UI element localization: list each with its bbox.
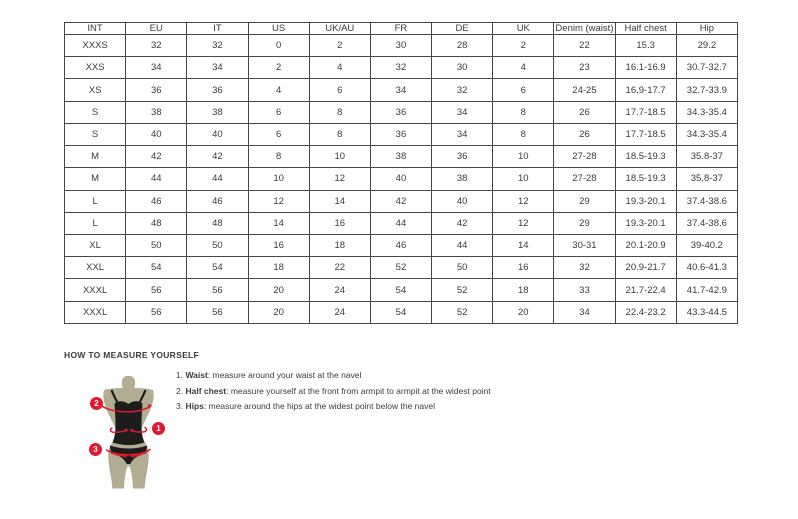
table-cell: 22: [554, 35, 615, 57]
table-cell: S: [65, 101, 126, 123]
table-cell: L: [65, 190, 126, 212]
marker-badge-hips: 3: [89, 443, 102, 456]
table-cell: 6: [493, 79, 554, 101]
table-cell: 42: [187, 146, 248, 168]
table-row: [65, 101, 738, 123]
table-cell: 34: [432, 101, 493, 123]
table-row: [65, 79, 738, 101]
table-cell: 8: [309, 123, 370, 145]
table-cell: 10: [248, 168, 309, 190]
table-cell: 17.7-18.5: [615, 123, 676, 145]
table-cell: 41.7-42.9: [676, 279, 737, 301]
table-cell: 37.4-38.6: [676, 190, 737, 212]
table-cell: 8: [493, 123, 554, 145]
table-cell: 16.9-17.7: [615, 79, 676, 101]
table-row: [65, 168, 738, 190]
table-cell: 34.3-35.4: [676, 123, 737, 145]
table-cell: XXXS: [65, 35, 126, 57]
table-row: [65, 257, 738, 279]
table-cell: 22.4-23.2: [615, 301, 676, 323]
table-cell: 38: [370, 146, 431, 168]
table-cell: 56: [187, 301, 248, 323]
table-cell: 24: [309, 279, 370, 301]
marker-badge-half-chest: 2: [90, 397, 103, 410]
table-cell: 34: [126, 57, 187, 79]
table-cell: 18.5-19.3: [615, 168, 676, 190]
table-cell: 26: [554, 101, 615, 123]
table-cell: 10: [309, 146, 370, 168]
table-cell: 10: [493, 168, 554, 190]
table-cell: 28: [432, 35, 493, 57]
table-cell: 21.7-22.4: [615, 279, 676, 301]
section-title: HOW TO MEASURE YOURSELF: [64, 350, 200, 360]
table-cell: 18: [309, 234, 370, 256]
table-cell: 12: [248, 190, 309, 212]
table-cell: M: [65, 168, 126, 190]
table-header-row: [65, 23, 738, 35]
step-term: Hips: [185, 401, 204, 411]
table-cell: 20: [248, 301, 309, 323]
table-cell: XXXL: [65, 279, 126, 301]
table-cell: 0: [248, 35, 309, 57]
table-cell: 34: [370, 79, 431, 101]
table-cell: M: [65, 146, 126, 168]
table-cell: 8: [493, 101, 554, 123]
table-cell: 12: [309, 168, 370, 190]
table-cell: 56: [187, 279, 248, 301]
table-cell: 56: [126, 279, 187, 301]
table-cell: 52: [432, 301, 493, 323]
table-cell: 32: [554, 257, 615, 279]
table-cell: 27-28: [554, 146, 615, 168]
table-cell: 22: [309, 257, 370, 279]
table-cell: 24: [309, 301, 370, 323]
table-cell: 34.3-35.4: [676, 101, 737, 123]
column-header: DE: [432, 23, 493, 35]
table-cell: 36: [370, 123, 431, 145]
table-cell: 44: [126, 168, 187, 190]
table-cell: 50: [126, 234, 187, 256]
table-cell: 30: [432, 57, 493, 79]
table-cell: 33: [554, 279, 615, 301]
table-cell: 40: [126, 123, 187, 145]
column-header: US: [248, 23, 309, 35]
table-row: [65, 57, 738, 79]
table-cell: 20: [248, 279, 309, 301]
table-cell: 18: [248, 257, 309, 279]
table-cell: 40: [432, 190, 493, 212]
column-header: EU: [126, 23, 187, 35]
table-cell: 2: [493, 35, 554, 57]
table-cell: 27-28: [554, 168, 615, 190]
table-cell: 30.7-32.7: [676, 57, 737, 79]
table-cell: 40: [370, 168, 431, 190]
table-cell: 29: [554, 212, 615, 234]
table-cell: 20.9-21.7: [615, 257, 676, 279]
table-cell: 10: [493, 146, 554, 168]
table-cell: 6: [248, 123, 309, 145]
table-cell: 2: [309, 35, 370, 57]
step-term: Half chest: [185, 385, 227, 396]
table-cell: 40.6-41.3: [676, 257, 737, 279]
table-cell: 29.2: [676, 35, 737, 57]
table-cell: 4: [309, 57, 370, 79]
table-cell: 16: [248, 234, 309, 256]
measure-step: [176, 402, 491, 411]
table-cell: 20.1-20.9: [615, 234, 676, 256]
table-cell: 46: [187, 190, 248, 212]
table-cell: 42: [126, 146, 187, 168]
step-term: Waist: [185, 370, 208, 380]
table-cell: 38: [187, 101, 248, 123]
table-row: [65, 301, 738, 323]
table-cell: 16.1-16.9: [615, 57, 676, 79]
table-cell: 43.3-44.5: [676, 301, 737, 323]
column-header: IT: [187, 23, 248, 35]
table-cell: 19.3-20.1: [615, 212, 676, 234]
table-cell: L: [65, 212, 126, 234]
table-cell: 24-25: [554, 79, 615, 101]
table-cell: 32: [126, 35, 187, 57]
table-cell: 30: [370, 35, 431, 57]
column-header: Denim (waist): [555, 23, 614, 34]
column-header: Hip: [676, 23, 737, 35]
table-cell: 6: [248, 101, 309, 123]
table-cell: 54: [187, 257, 248, 279]
table-cell: XXL: [65, 257, 126, 279]
table-cell: 52: [370, 257, 431, 279]
marker-badge-waist: 1: [152, 422, 165, 435]
table-cell: 32: [432, 79, 493, 101]
table-cell: 8: [248, 146, 309, 168]
column-header: UK/AU: [309, 23, 370, 35]
step-number: 2.: [176, 385, 184, 396]
table-cell: 50: [432, 257, 493, 279]
table-cell: 34: [554, 301, 615, 323]
table-cell: 42: [432, 212, 493, 234]
step-text: : measure around your waist at the navel: [207, 370, 362, 380]
table-cell: 36: [126, 79, 187, 101]
table-cell: 14: [493, 234, 554, 256]
table-cell: 14: [309, 190, 370, 212]
table-cell: 39-40.2: [676, 234, 737, 256]
table-row: [65, 190, 738, 212]
table-cell: S: [65, 123, 126, 145]
measure-steps-list: [176, 371, 491, 418]
table-cell: 29: [554, 190, 615, 212]
table-cell: 18.5-19.3: [615, 146, 676, 168]
table-cell: 44: [432, 234, 493, 256]
table-cell: XXXL: [65, 301, 126, 323]
table-row: [65, 35, 738, 57]
table-cell: 44: [187, 168, 248, 190]
table-cell: 30-31: [554, 234, 615, 256]
table-row: [65, 234, 738, 256]
table-cell: 16: [493, 257, 554, 279]
table-cell: 54: [370, 279, 431, 301]
table-cell: 23: [554, 57, 615, 79]
column-header: UK: [493, 23, 554, 35]
column-header: INT: [65, 23, 126, 35]
measure-step: [176, 371, 491, 380]
table-cell: 4: [493, 57, 554, 79]
table-cell: 36: [432, 146, 493, 168]
table-cell: 40: [187, 123, 248, 145]
table-cell: 48: [126, 212, 187, 234]
table-cell: 32: [187, 35, 248, 57]
table-cell: 32.7-33.9: [676, 79, 737, 101]
table-row: [65, 212, 738, 234]
table-cell: 26: [554, 123, 615, 145]
table-cell: 56: [126, 301, 187, 323]
table-row: [65, 279, 738, 301]
step-text: : measure around the hips at the widest point below the navel: [203, 401, 435, 411]
table-cell: 18: [493, 279, 554, 301]
column-header: Half chest: [615, 23, 676, 35]
step-text: : measure yourself at the front from armpit to armpit at the widest point: [226, 385, 491, 396]
table-cell: 35.8-37: [676, 146, 737, 168]
table-cell: 42: [370, 190, 431, 212]
table-cell: 44: [370, 212, 431, 234]
table-cell: 19.3-20.1: [615, 190, 676, 212]
table-cell: 8: [309, 101, 370, 123]
table-cell: 34: [187, 57, 248, 79]
table-row: [65, 123, 738, 145]
size-table-body: [65, 35, 738, 324]
table-cell: 2: [248, 57, 309, 79]
table-cell: 48: [187, 212, 248, 234]
size-chart-table: [64, 22, 738, 324]
table-cell: 17.7-18.5: [615, 101, 676, 123]
step-number: 3.: [176, 401, 184, 411]
table-cell: 54: [126, 257, 187, 279]
table-cell: 14: [248, 212, 309, 234]
table-cell: 38: [432, 168, 493, 190]
table-cell: 54: [370, 301, 431, 323]
table-cell: 37.4-38.6: [676, 212, 737, 234]
measure-step: [176, 387, 491, 396]
measurement-figure: [84, 376, 170, 490]
table-cell: XS: [65, 79, 126, 101]
table-cell: 36: [187, 79, 248, 101]
step-number: 1.: [176, 370, 184, 380]
table-cell: 36: [370, 101, 431, 123]
table-cell: 52: [432, 279, 493, 301]
table-cell: 46: [370, 234, 431, 256]
table-cell: 32: [370, 57, 431, 79]
table-cell: 12: [493, 190, 554, 212]
table-cell: 16: [309, 212, 370, 234]
table-cell: 38: [126, 101, 187, 123]
table-cell: 35.8-37: [676, 168, 737, 190]
table-cell: XXS: [65, 57, 126, 79]
table-row: [65, 146, 738, 168]
table-cell: 15.3: [615, 35, 676, 57]
table-cell: 50: [187, 234, 248, 256]
table-cell: 6: [309, 79, 370, 101]
column-header: FR: [370, 23, 431, 35]
table-cell: 46: [126, 190, 187, 212]
table-cell: XL: [65, 234, 126, 256]
table-cell: 4: [248, 79, 309, 101]
table-cell: 34: [432, 123, 493, 145]
table-cell: 12: [493, 212, 554, 234]
table-cell: 20: [493, 301, 554, 323]
